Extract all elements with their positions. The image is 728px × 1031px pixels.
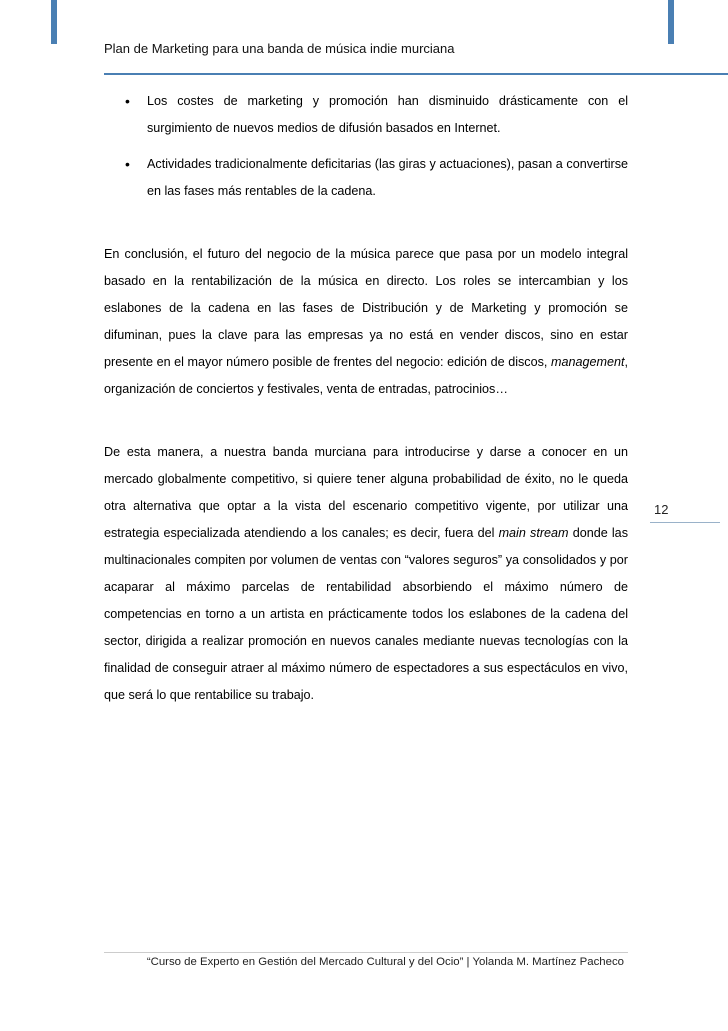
paragraph-conclusion	[104, 241, 628, 403]
italic-term: management	[550, 355, 625, 369]
paragraph-strategy	[104, 439, 628, 709]
header-right-accent-bar	[668, 0, 674, 44]
bullet-text: Los costes de marketing y promoción han disminuido drásticamente con el surgimiento de nuevos medios de difusión basados en Internet.	[147, 94, 628, 135]
paragraph-text: donde las multinacionales compiten por volumen de ventas con “valores seguros” ya consolidados y por acaparar al máximo parcelas de rentabilidad absorbiendo el máximo número de competencias en torno a un artista en prácticamente todos los eslabones de la cadena del sector, dirigida a realizar promoción en nuevos canales mediante nuevas tecnologías con la finalidad de conseguir atraer al máximo número de espectadores a sus espectáculos en vivo, que será lo que rentabilice su trabajo.	[104, 526, 628, 702]
page-number: 12	[654, 502, 669, 517]
header-left-accent-bar	[51, 0, 57, 44]
paragraph-text: , organización de conciertos y festivales, venta de entradas, patrocinios…	[104, 355, 628, 396]
bullet-dot-icon: •	[125, 93, 130, 109]
paragraph-text: En conclusión, el futuro del negocio de la música parece que pasa por un modelo integral basado en la rentabilización de la música en directo. Los roles se intercambian y los eslabones de la cadena en las fases de Distribución y de Marketing y promoción se difuminan, pues la clave para las empresas ya no está en vender discos, sino en estar presente en el mayor número posible de frentes del negocio: edición de discos,	[104, 247, 628, 369]
page-content	[104, 88, 628, 709]
page-number-rule	[650, 522, 720, 523]
footer-rule	[104, 952, 628, 953]
bullet-text: Actividades tradicionalmente deficitarias (las giras y actuaciones), pasan a convertirse en las fases más rentables de la cadena.	[147, 157, 628, 198]
bullet-list	[104, 88, 628, 205]
paragraph-text: De esta manera, a nuestra banda murciana para introducirse y darse a conocer en un mercado globalmente competitivo, si quiere tener alguna probabilidad de éxito, no le queda otra alternativa que optar a la vista del escenario competitivo vigente, por utilizar una estrategia especializada atendiendo a los canales; es decir, fuera del	[104, 445, 628, 540]
footer-text: “Curso de Experto en Gestión del Mercado Cultural y del Ocio” | Yolanda M. Martínez Pacheco	[146, 956, 624, 968]
bullet-item	[104, 151, 628, 205]
bullet-dot-icon: •	[125, 156, 130, 172]
header-title: Plan de Marketing para una banda de música indie murciana	[104, 41, 455, 56]
bullet-item	[104, 88, 628, 142]
header-rule	[104, 73, 728, 75]
italic-term: main stream	[498, 526, 569, 540]
